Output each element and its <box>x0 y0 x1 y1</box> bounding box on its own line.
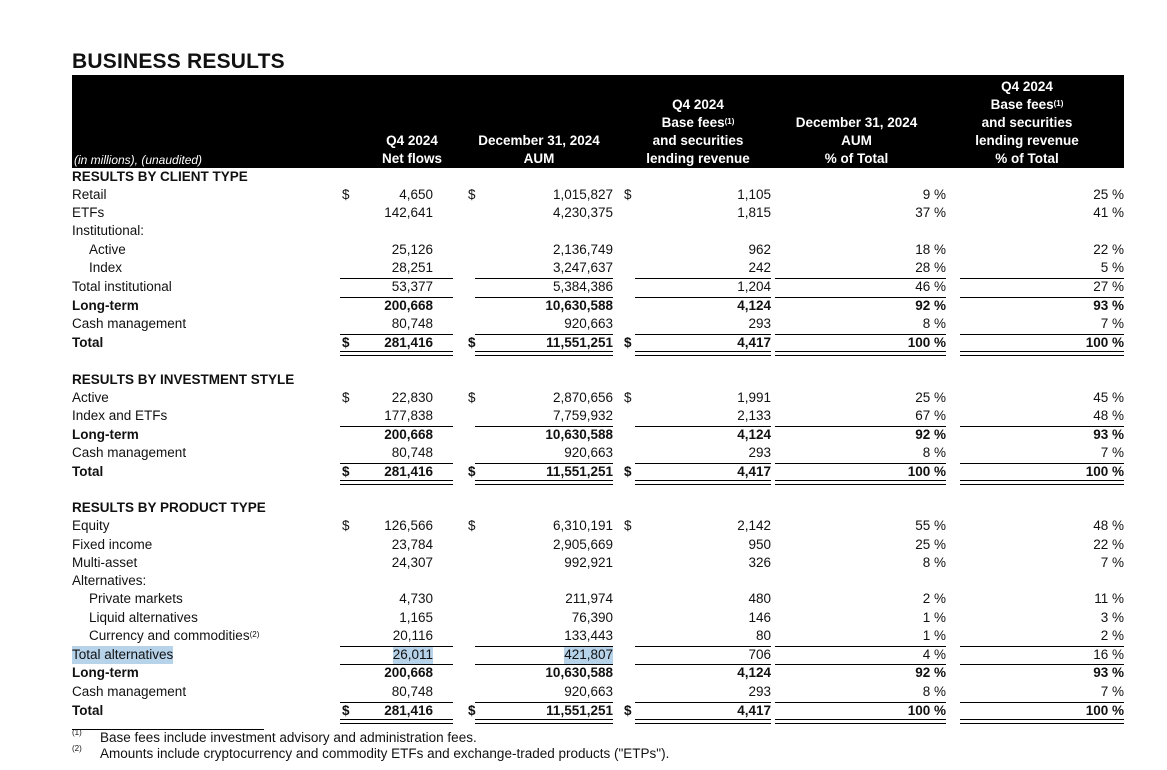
cell-aum: 421,807 <box>564 647 613 662</box>
double-rule-line <box>635 351 771 356</box>
cell-base-fees: 4,417 <box>737 703 771 718</box>
cell-base-fees-pct: 100 % <box>1085 464 1124 479</box>
cell-base-fees-pct: 2 % <box>1100 628 1124 643</box>
cell-base-fees: 962 <box>748 242 771 257</box>
cell-base-fees-pct: 93 % <box>1093 427 1124 442</box>
rule-line <box>475 297 613 298</box>
cell-net-flows: 80,748 <box>391 316 433 331</box>
currency-symbol: $ <box>342 703 350 718</box>
cell-net-flows: 20,116 <box>392 628 433 643</box>
cell-aum: 4,230,375 <box>552 205 613 220</box>
cell-base-fees: 4,417 <box>737 464 771 479</box>
rule-line <box>475 702 613 703</box>
cell-aum-pct: 92 % <box>915 665 946 680</box>
rule-line <box>775 463 946 464</box>
cell-aum-pct: 8 % <box>922 316 946 331</box>
cell-base-fees: 80 <box>755 628 771 643</box>
cell-aum: 992,921 <box>564 555 613 570</box>
section-title-client <box>72 168 1124 186</box>
cell-net-flows: 28,251 <box>391 260 433 275</box>
table-row <box>72 315 1124 333</box>
row-label: Private markets <box>89 591 183 606</box>
double-rule-line <box>340 351 453 356</box>
currency-symbol: $ <box>342 187 350 202</box>
cell-base-fees-pct: 93 % <box>1093 665 1124 680</box>
cell-base-fees-pct: 48 % <box>1093 518 1124 533</box>
table-row <box>72 334 1124 352</box>
rule-line <box>775 278 946 279</box>
cell-aum-pct: 25 % <box>915 390 946 405</box>
currency-symbol: $ <box>342 335 350 350</box>
cell-base-fees: 4,124 <box>737 665 771 680</box>
header-aum-pct: December 31, 2024 AUM % of Total <box>795 115 918 166</box>
rule-line <box>775 334 946 335</box>
cell-aum-pct: 18 % <box>915 242 946 257</box>
cell-base-fees-pct: 25 % <box>1093 187 1124 202</box>
cell-net-flows: 126,566 <box>384 518 433 533</box>
cell-net-flows: 200,668 <box>384 427 433 442</box>
row-label: ETFs <box>72 205 105 220</box>
cell-net-flows: 142,641 <box>384 205 433 220</box>
currency-symbol: $ <box>468 390 476 405</box>
cell-aum: 10,630,588 <box>545 298 613 313</box>
cell-base-fees-pct: 5 % <box>1100 260 1124 275</box>
rule-line <box>960 334 1124 335</box>
cell-base-fees: 4,124 <box>737 427 771 442</box>
cell-aum-pct: 2 % <box>922 591 946 606</box>
rule-line <box>340 278 453 279</box>
rule-line <box>775 646 946 647</box>
currency-symbol: $ <box>624 518 632 533</box>
rule-line <box>340 646 453 647</box>
rule-line <box>635 646 771 647</box>
rule-line <box>475 278 613 279</box>
table-row <box>72 646 1124 664</box>
cell-net-flows: 281,416 <box>384 335 433 350</box>
table-row <box>72 259 1124 277</box>
cell-base-fees: 1,991 <box>737 390 771 405</box>
section-title-label: RESULTS BY CLIENT TYPE <box>72 169 248 184</box>
cell-base-fees-pct: 16 % <box>1093 647 1124 662</box>
table-row <box>72 389 1124 407</box>
currency-symbol: $ <box>624 187 632 202</box>
row-label: Cash management <box>72 316 187 331</box>
table-row <box>72 444 1124 462</box>
table-row <box>72 627 1124 645</box>
double-rule-line <box>635 719 771 724</box>
cell-aum-pct: 25 % <box>915 537 946 552</box>
table-row <box>72 702 1124 720</box>
rule-line <box>960 426 1124 427</box>
cell-aum: 2,136,749 <box>552 242 613 257</box>
currency-symbol: $ <box>342 390 350 405</box>
cell-net-flows: 24,307 <box>391 555 433 570</box>
table-row <box>72 186 1124 204</box>
table-row <box>72 683 1124 701</box>
cell-aum-pct: 37 % <box>915 205 946 220</box>
double-rule-line <box>960 719 1124 724</box>
cell-base-fees-pct: 45 % <box>1093 390 1124 405</box>
cell-base-fees: 293 <box>748 445 771 460</box>
rule-line <box>635 426 771 427</box>
cell-base-fees: 2,142 <box>737 518 771 533</box>
cell-base-fees: 146 <box>748 610 771 625</box>
cell-aum: 133,443 <box>564 628 613 643</box>
cell-net-flows: 200,668 <box>384 665 433 680</box>
rule-line <box>475 426 613 427</box>
section-title-label: RESULTS BY INVESTMENT STYLE <box>72 372 295 387</box>
cell-base-fees-pct: 7 % <box>1100 555 1124 570</box>
cell-net-flows: 1,165 <box>399 610 433 625</box>
double-rule-line <box>960 480 1124 485</box>
row-label: Long-term <box>72 427 139 442</box>
cell-aum-pct: 100 % <box>907 703 946 718</box>
cell-aum-pct: 46 % <box>915 279 946 294</box>
currency-symbol: $ <box>624 390 632 405</box>
rule-line <box>960 646 1124 647</box>
table-row <box>72 517 1124 535</box>
currency-symbol: $ <box>468 335 476 350</box>
cell-net-flows: 281,416 <box>384 703 433 718</box>
row-label: Equity <box>72 518 110 533</box>
cell-base-fees-pct: 3 % <box>1100 610 1124 625</box>
currency-symbol: $ <box>468 464 476 479</box>
row-label: Total <box>72 703 104 718</box>
double-rule-line <box>635 480 771 485</box>
cell-base-fees: 950 <box>748 537 771 552</box>
currency-symbol: $ <box>468 703 476 718</box>
cell-aum-pct: 28 % <box>915 260 946 275</box>
rule-line <box>775 702 946 703</box>
rule-line <box>340 334 453 335</box>
cell-net-flows: 25,126 <box>391 242 433 257</box>
cell-aum-pct: 8 % <box>922 445 946 460</box>
cell-base-fees-pct: 93 % <box>1093 298 1124 313</box>
rule-line <box>340 664 453 665</box>
cell-base-fees: 293 <box>748 684 771 699</box>
rule-line <box>960 278 1124 279</box>
cell-aum: 76,390 <box>571 610 613 625</box>
section-title-label: RESULTS BY PRODUCT TYPE <box>72 500 266 515</box>
cell-net-flows: 53,377 <box>391 279 433 294</box>
cell-aum-pct: 1 % <box>922 628 946 643</box>
cell-aum: 10,630,588 <box>545 427 613 442</box>
table-row <box>72 241 1124 259</box>
row-label: Total <box>72 464 104 479</box>
rule-line <box>635 278 771 279</box>
cell-base-fees: 706 <box>748 647 771 662</box>
cell-aum: 10,630,588 <box>545 665 613 680</box>
cell-aum-pct: 8 % <box>922 555 946 570</box>
row-label: Active <box>72 390 109 405</box>
row-label: Alternatives: <box>72 573 147 588</box>
table-row <box>72 278 1124 296</box>
cell-aum-pct: 100 % <box>907 464 946 479</box>
row-label: Institutional: <box>72 223 145 238</box>
currency-symbol: $ <box>624 464 632 479</box>
table-row <box>72 609 1124 627</box>
cell-aum-pct: 100 % <box>907 335 946 350</box>
double-rule-line <box>475 480 613 485</box>
row-label: Long-term <box>72 298 139 313</box>
cell-aum: 920,663 <box>564 445 613 460</box>
cell-base-fees: 480 <box>748 591 771 606</box>
row-label: Total alternatives <box>72 647 174 662</box>
currency-symbol: $ <box>342 464 350 479</box>
rule-line <box>635 297 771 298</box>
table-row <box>72 407 1124 425</box>
cell-aum: 2,870,656 <box>552 390 613 405</box>
cell-aum: 11,551,251 <box>546 703 613 718</box>
rule-line <box>960 297 1124 298</box>
rule-line <box>635 463 771 464</box>
cell-aum-pct: 55 % <box>915 518 946 533</box>
table-row <box>72 463 1124 481</box>
header-base-fees-pct: Q4 2024 Base fees$^{(1)}$ and securities lending revenue % of Total <box>975 79 1079 166</box>
double-rule-line <box>475 719 613 724</box>
table-row <box>72 572 1124 590</box>
header-base-fees: Q4 2024 Base fees$^{(1)}$ and securities lending revenue <box>646 97 750 166</box>
cell-base-fees-pct: 48 % <box>1093 408 1124 423</box>
cell-base-fees: 4,417 <box>737 335 771 350</box>
table-row <box>72 426 1124 444</box>
cell-net-flows: 23,784 <box>391 537 433 552</box>
currency-symbol: $ <box>468 518 476 533</box>
currency-symbol: $ <box>624 703 632 718</box>
row-label: Total institutional <box>72 279 172 294</box>
table-row <box>72 536 1124 554</box>
rule-line <box>775 297 946 298</box>
table-row <box>72 297 1124 315</box>
row-label: Currency and commodities$^{(2)}$ <box>89 628 260 643</box>
header-aum: December 31, 2024 AUM <box>478 133 600 166</box>
cell-base-fees-pct: 7 % <box>1100 445 1124 460</box>
rule-line <box>475 463 613 464</box>
section-title-product <box>72 499 1124 517</box>
table-row <box>72 590 1124 608</box>
row-label: Multi-asset <box>72 555 138 570</box>
row-label: Liquid alternatives <box>89 610 198 625</box>
cell-net-flows: 4,730 <box>399 591 433 606</box>
cell-net-flows: 200,668 <box>384 298 433 313</box>
cell-aum: 11,551,251 <box>546 464 613 479</box>
cell-aum: 11,551,251 <box>546 335 613 350</box>
cell-base-fees-pct: 27 % <box>1093 279 1124 294</box>
cell-aum-pct: 4 % <box>922 647 946 662</box>
row-label: Cash management <box>72 684 187 699</box>
rule-line <box>475 646 613 647</box>
rule-line <box>635 702 771 703</box>
rule-line <box>960 463 1124 464</box>
currency-symbol: $ <box>468 187 476 202</box>
cell-net-flows: 281,416 <box>384 464 433 479</box>
cell-base-fees: 1,105 <box>737 187 771 202</box>
cell-aum: 5,384,386 <box>552 279 613 294</box>
cell-aum: 6,310,191 <box>552 518 613 533</box>
header-net-flows: Q4 2024 Net flows <box>381 133 442 166</box>
row-label: Total <box>72 335 104 350</box>
double-rule-line <box>775 719 946 724</box>
cell-base-fees-pct: 11 % <box>1094 591 1124 606</box>
cell-net-flows: 80,748 <box>391 445 433 460</box>
cell-aum-pct: 92 % <box>915 427 946 442</box>
double-rule-line <box>775 480 946 485</box>
currency-symbol: $ <box>624 335 632 350</box>
cell-base-fees-pct: 22 % <box>1093 537 1124 552</box>
cell-base-fees: 293 <box>748 316 771 331</box>
cell-base-fees-pct: 7 % <box>1100 316 1124 331</box>
rule-line <box>340 297 453 298</box>
table-header <box>72 76 1124 168</box>
cell-base-fees-pct: 7 % <box>1100 684 1124 699</box>
row-label: Retail <box>72 187 107 202</box>
rule-line <box>340 463 453 464</box>
row-label: Active <box>89 242 126 257</box>
cell-base-fees: 1,815 <box>737 205 771 220</box>
table-row <box>72 554 1124 572</box>
rule-line <box>775 664 946 665</box>
cell-base-fees: 1,204 <box>737 279 771 294</box>
cell-aum: 3,247,637 <box>552 260 613 275</box>
cell-aum-pct: 92 % <box>915 298 946 313</box>
double-rule-line <box>340 480 453 485</box>
cell-base-fees-pct: 22 % <box>1093 242 1124 257</box>
row-label: Cash management <box>72 445 187 460</box>
cell-aum: 920,663 <box>564 684 613 699</box>
table-row <box>72 664 1124 682</box>
cell-aum: 920,663 <box>564 316 613 331</box>
cell-net-flows: 22,830 <box>391 390 433 405</box>
double-rule-line <box>960 351 1124 356</box>
rule-line <box>475 334 613 335</box>
cell-net-flows: 26,011 <box>392 647 433 662</box>
row-label: Fixed income <box>72 537 153 552</box>
currency-symbol: $ <box>342 518 350 533</box>
rule-line <box>775 426 946 427</box>
row-label: Long-term <box>72 665 139 680</box>
cell-aum: 2,905,669 <box>552 537 613 552</box>
rule-line <box>340 426 453 427</box>
cell-aum: 1,015,827 <box>552 187 613 202</box>
cell-aum-pct: 8 % <box>922 684 946 699</box>
cell-base-fees: 4,124 <box>737 298 771 313</box>
section-title-style <box>72 371 1124 389</box>
rule-line <box>635 664 771 665</box>
double-rule-line <box>340 719 453 724</box>
rule-line <box>340 702 453 703</box>
cell-aum-pct: 9 % <box>922 187 946 202</box>
cell-base-fees: 242 <box>748 260 771 275</box>
rule-line <box>635 334 771 335</box>
cell-base-fees: 2,133 <box>737 408 771 423</box>
unit-note: (in millions), (unaudited) <box>74 153 203 167</box>
row-label: Index and ETFs <box>72 408 168 423</box>
cell-net-flows: 177,838 <box>384 408 433 423</box>
cell-aum-pct: 1 % <box>922 610 946 625</box>
rule-line <box>475 664 613 665</box>
table-row <box>72 204 1124 222</box>
cell-base-fees-pct: 41 % <box>1093 205 1124 220</box>
cell-aum: 211,974 <box>565 591 613 606</box>
row-label: Index <box>89 260 123 275</box>
rule-line <box>960 702 1124 703</box>
cell-aum: 7,759,932 <box>552 408 613 423</box>
double-rule-line <box>475 351 613 356</box>
cell-base-fees-pct: 100 % <box>1085 703 1124 718</box>
rule-line <box>960 664 1124 665</box>
cell-net-flows: 4,650 <box>399 187 433 202</box>
page-title: BUSINESS RESULTS <box>72 50 1124 77</box>
cell-base-fees: 326 <box>748 555 771 570</box>
cell-base-fees-pct: 100 % <box>1085 335 1124 350</box>
table-row <box>72 222 1124 240</box>
cell-net-flows: 80,748 <box>391 684 433 699</box>
cell-aum-pct: 67 % <box>915 408 946 423</box>
double-rule-line <box>775 351 946 356</box>
